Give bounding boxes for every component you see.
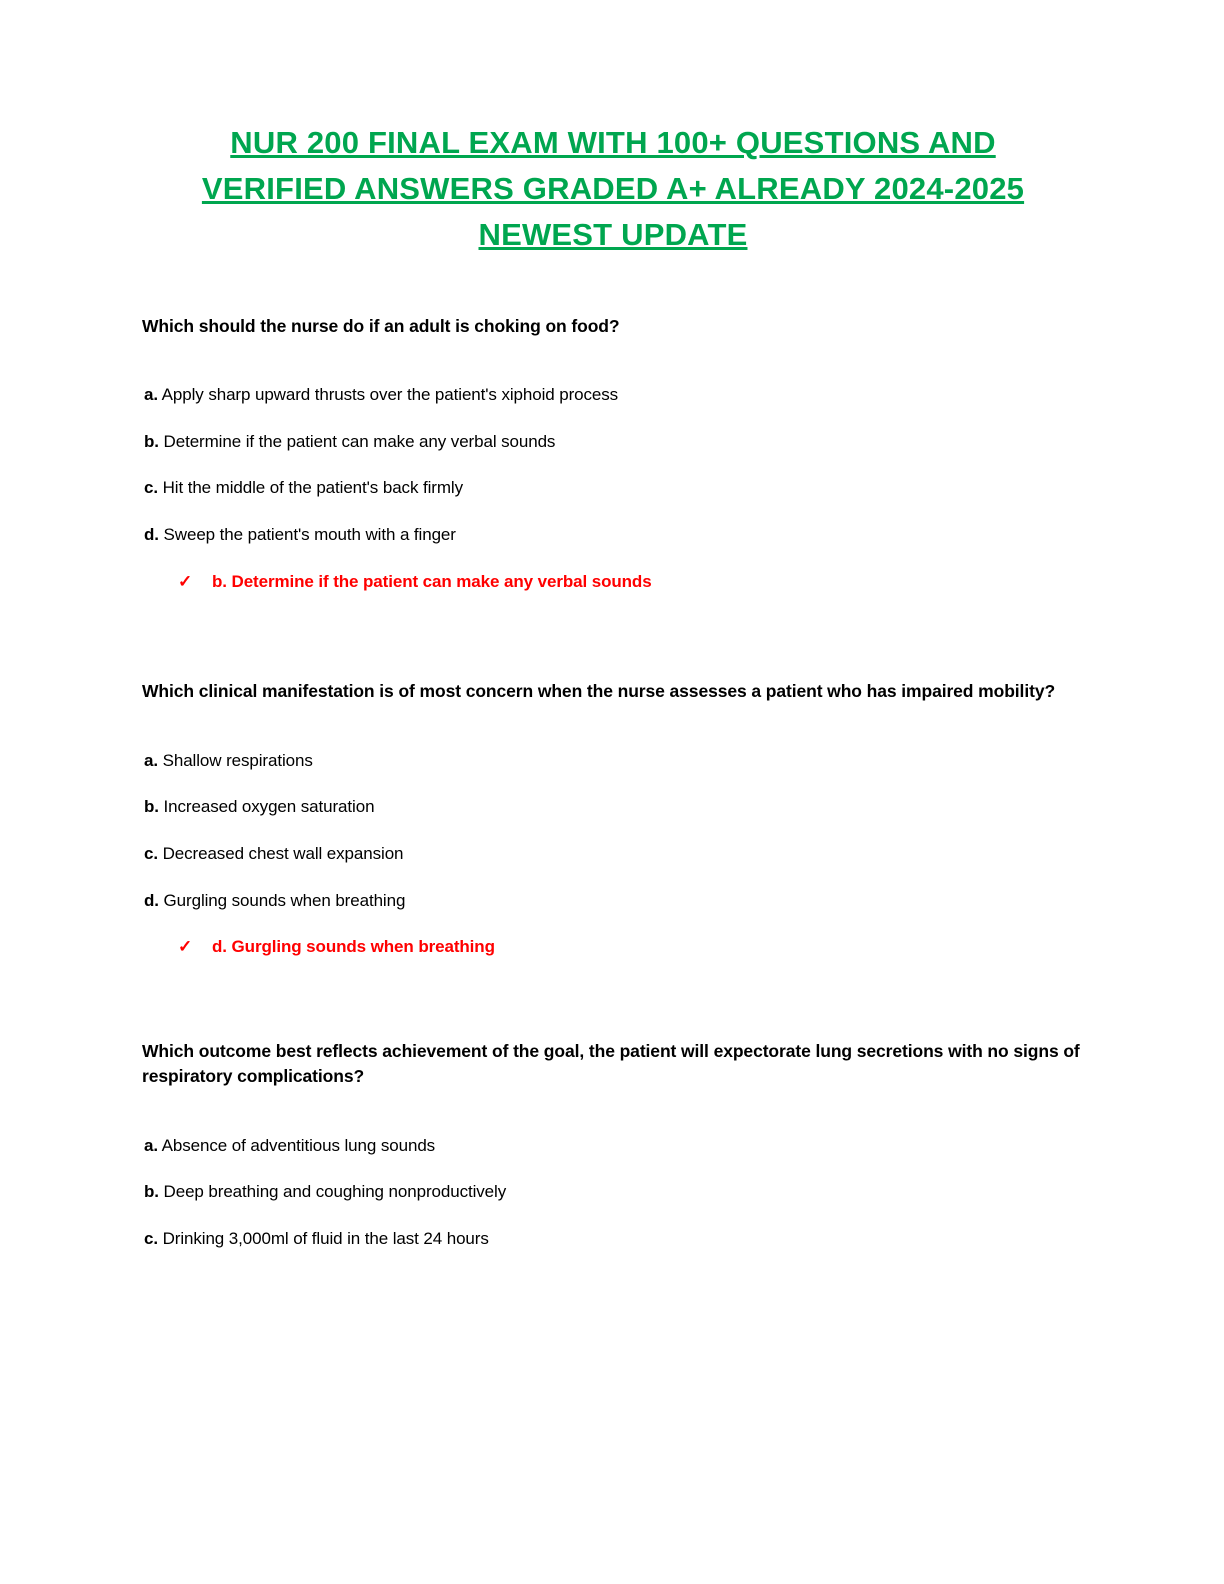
option-c: [144, 1227, 1084, 1252]
page-title: NUR 200 FINAL EXAM WITH 100+ QUESTIONS AND VERIFIED ANSWERS GRADED A+ ALREADY 2024-2025 NEWEST UPDATE: [201, 125, 1025, 252]
check-icon: ✓: [178, 571, 193, 591]
option-text: Apply sharp upward thrusts over the patient's xiphoid process: [161, 385, 619, 404]
answer-row: [178, 570, 1084, 594]
option-text: Deep breathing and coughing nonproductively: [163, 1182, 507, 1202]
option-d: [144, 889, 1084, 914]
title-spacer: [142, 258, 1084, 314]
option-letter: a.: [144, 385, 158, 404]
option-letter: b.: [144, 797, 159, 817]
option-text: Shallow respirations: [162, 750, 313, 770]
option-text: Gurgling sounds when breathing: [163, 890, 406, 910]
option-b: [144, 1180, 1084, 1205]
block-spacer: [142, 593, 1084, 679]
question-prompt: Which clinical manifestation is of most concern when the nurse assesses a patient who has impaired mobility?: [142, 681, 1056, 702]
option-text: Determine if the patient can make any verbal sounds: [163, 431, 556, 451]
answer-text: b. Determine if the patient can make any verbal sounds: [212, 571, 652, 591]
option-letter: c.: [144, 478, 158, 498]
question-gap: [142, 719, 1084, 749]
question-block: [142, 1039, 1084, 1252]
option-letter: a.: [144, 1135, 158, 1155]
option-text: Drinking 3,000ml of fluid in the last 24 hours: [162, 1229, 489, 1249]
answer-text: d. Gurgling sounds when breathing: [212, 937, 495, 957]
option-text: Increased oxygen saturation: [163, 797, 375, 817]
option-letter: b.: [144, 1182, 159, 1202]
question-prompt: Which outcome best reflects achievement of the goal, the patient will expectorate lung secretions with no signs of respiratory complications?: [142, 1041, 1080, 1087]
option-letter: a.: [144, 750, 158, 770]
option-letter: d.: [144, 524, 159, 544]
question-prompt: Which should the nurse do if an adult is choking on food?: [142, 315, 620, 336]
option-c: [144, 476, 1084, 501]
option-b: [144, 795, 1084, 820]
option-text: Hit the middle of the patient's back firmly: [162, 478, 463, 498]
option-text: Sweep the patient's mouth with a finger: [163, 524, 456, 544]
option-text: Absence of adventitious lung sounds: [161, 1135, 436, 1155]
option-letter: c.: [144, 1229, 158, 1249]
option-letter: c.: [144, 844, 158, 864]
option-d: [144, 523, 1084, 548]
block-spacer: [142, 959, 1084, 1039]
answer-row: [178, 935, 1084, 959]
option-a: [144, 749, 1084, 774]
question-gap: [142, 1104, 1084, 1134]
question-block: [142, 679, 1084, 959]
option-c: [144, 842, 1084, 867]
check-icon: ✓: [178, 937, 193, 957]
option-b: [144, 430, 1084, 455]
option-a: [144, 383, 1084, 408]
question-gap: [142, 353, 1084, 383]
question-block: [142, 314, 1084, 594]
option-text: Decreased chest wall expansion: [162, 844, 404, 864]
option-letter: d.: [144, 890, 159, 910]
option-a: [144, 1134, 1084, 1159]
option-letter: b.: [144, 431, 159, 451]
